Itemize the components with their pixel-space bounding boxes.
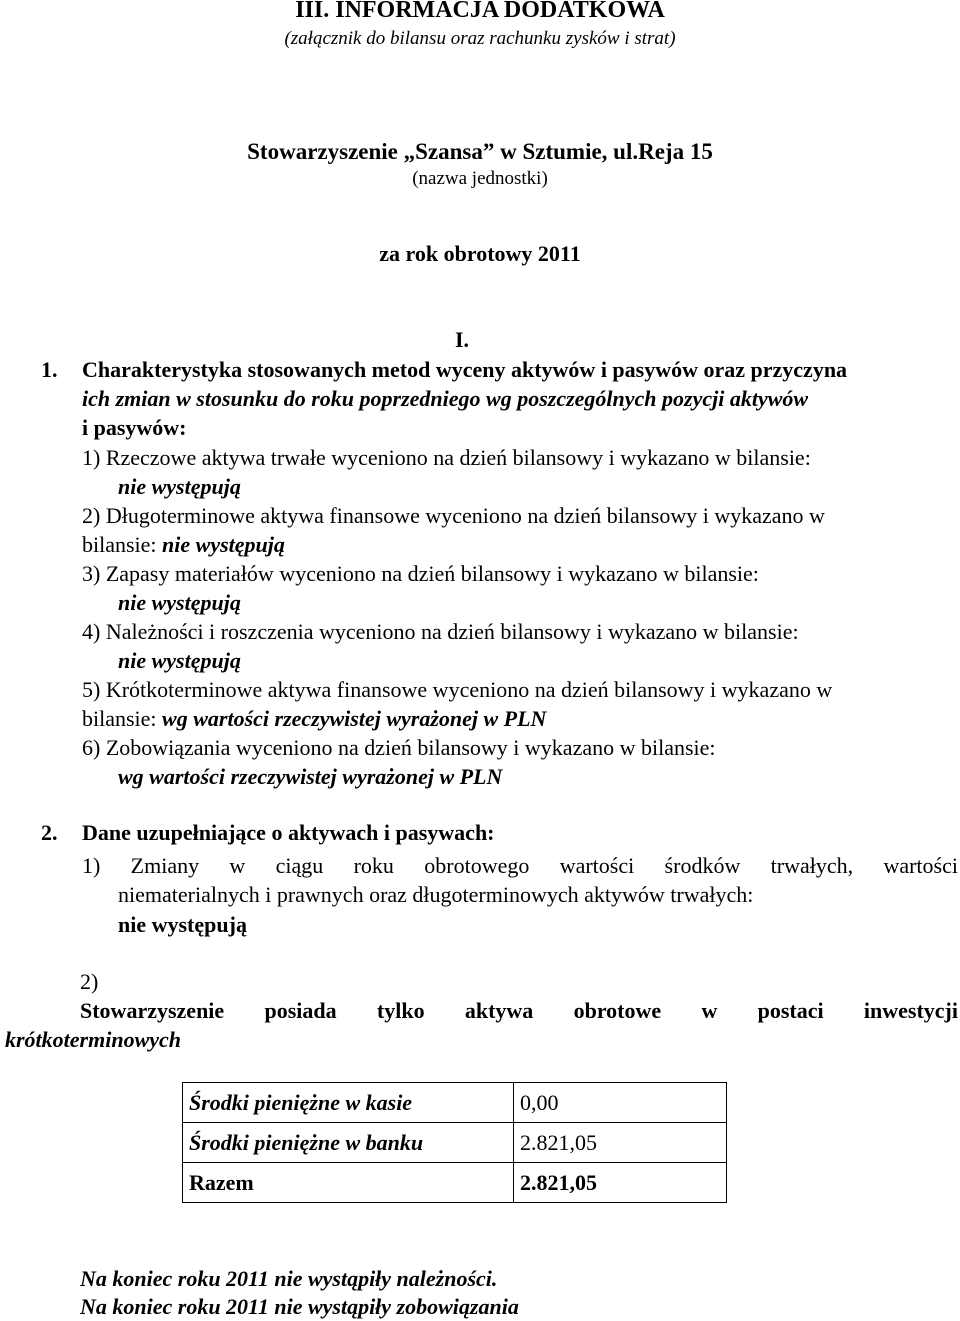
entity-caption: (nazwa jednostki) [412,168,548,189]
fiscal-year: za rok obrotowy 2011 [379,241,581,266]
item1-p3-text: 3) Zapasy materiałów wyceniono na dzień bilansowy i wykazano w bilansie: [82,561,759,586]
table-row [183,1083,727,1123]
footer-note-receivables: Na koniec roku 2011 nie wystąpiły należności. [80,1266,498,1291]
cash-label: Środki pieniężne w kasie [183,1083,514,1123]
item1-p2-text-line2 [82,530,285,559]
item2-p1-line2: niematerialnych i prawnych oraz długoterminowych aktywów trwałych: [118,882,754,907]
item1-p4-value: nie występują [118,648,241,673]
item1-number: 1. [41,357,58,382]
item1-p5-value: wg wartości rzeczywistej wyrażonej w PLN [162,706,547,731]
item1-p6-text: 6) Zobowiązania wyceniono na dzień bilansowy i wykazano w bilansie: [82,735,716,760]
total-label: Razem [183,1163,514,1203]
item1-p5-text-line2 [82,704,546,733]
item1-p5-text-line1: 5) Krótkoterminowe aktywa finansowe wyceniono na dzień bilansowy i wykazano w [82,677,833,702]
item1-p2-value: nie występują [162,532,285,557]
item1-heading-line1: Charakterystyka stosowanych metod wyceny aktywów i pasywów oraz przyczyna [82,357,848,382]
item1-p1-text: 1) Rzeczowe aktywa trwałe wyceniono na dzień bilansowy i wykazano w bilansie: [82,445,811,470]
document-subtitle: (załącznik do bilansu oraz rachunku zysków i strat) [284,28,676,49]
cash-value: 2.821,05 [514,1123,727,1163]
item1-p2-text-line1: 2) Długoterminowe aktywa finansowe wyceniono na dzień bilansowy i wykazano w [82,503,825,528]
footer-note-liabilities: Na koniec roku 2011 nie wystąpiły zobowiązania [80,1294,519,1319]
item2-number: 2. [41,820,58,845]
item1-p1-value: nie występują [118,474,241,499]
item1-p4-text: 4) Należności i roszczenia wyceniono na dzień bilansowy i wykazano w bilansie: [82,619,799,644]
item2-p2-line1: Stowarzyszenie posiada tylko aktywa obrotowe w postaci inwestycji [80,998,958,1023]
table-row [183,1163,727,1203]
item2-p1-value: nie występują [118,912,247,937]
item2-p2-number: 2) [80,969,99,994]
cash-table [182,1082,727,1203]
document-title: III. INFORMACJA DODATKOWA [295,0,665,23]
item2-p2-line2: krótkoterminowych [5,1027,182,1052]
section-numeral: I. [455,327,470,352]
cash-value: 0,00 [514,1083,727,1123]
item2-p1-line1: 1) Zmiany w ciągu roku obrotowego wartości środków trwałych, wartości [82,853,958,878]
item1-heading-line3: i pasywów: [82,415,187,440]
item2-heading: Dane uzupełniające o aktywach i pasywach: [82,820,495,845]
entity-name: Stowarzyszenie „Szansa” w Sztumie, ul.Reja 15 [247,139,713,164]
item1-p3-value: nie występują [118,590,241,615]
item1-p5-text-line2-label: bilansie: [82,706,157,731]
item1-p6-value: wg wartości rzeczywistej wyrażonej w PLN [118,764,503,789]
item1-heading-line2: ich zmian w stosunku do roku poprzedniego wg poszczególnych pozycji aktywów [82,386,809,411]
item1-p2-text-line2-label: bilansie: [82,532,157,557]
cash-label: Środki pieniężne w banku [183,1123,514,1163]
total-value: 2.821,05 [514,1163,727,1203]
table-row [183,1123,727,1163]
